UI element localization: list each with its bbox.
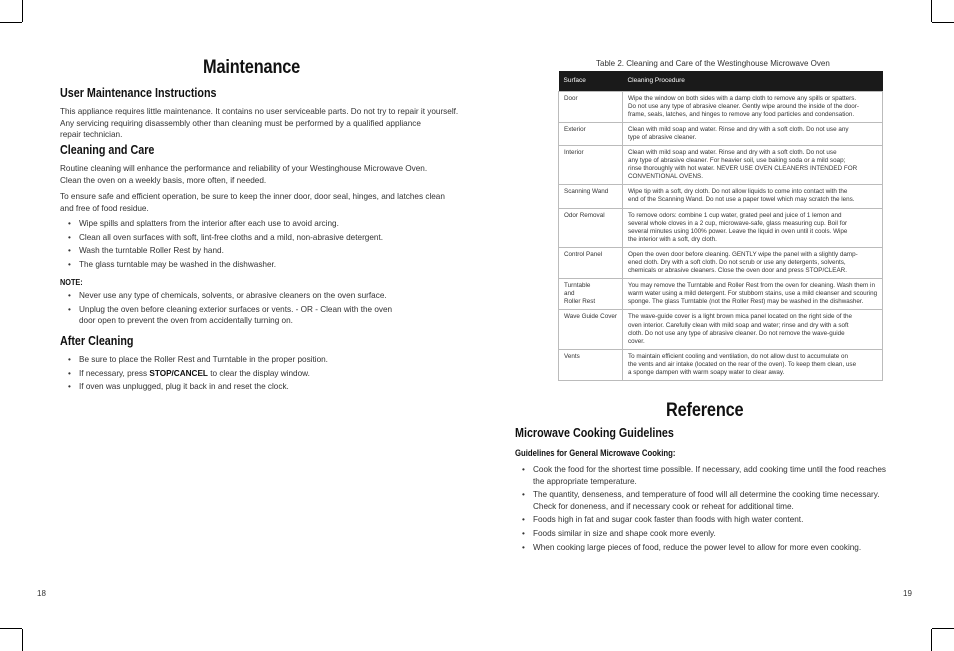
table-row: [559, 91, 883, 122]
text-line: • Clean all oven surfaces with soft, lint-free cloths and a mild, non-abrasive detergent.: [79, 232, 384, 242]
table-caption: Table 2. Cleaning and Care of the Westinghouse Microwave Oven: [596, 59, 830, 68]
surface-label: Door: [564, 94, 578, 102]
procedure-line: ened cloth. Dry with a soft cloth. Do not scrub or use any detergents, solvents,: [627, 259, 846, 266]
procedure-line: several whole cloves in a 2 cup, microwave-safe, glass measuring cup. Boil for: [627, 219, 848, 227]
procedure-cell: [622, 279, 882, 310]
page-number-left: 18: [37, 589, 46, 598]
surface-label: Interior: [564, 148, 584, 156]
page-number-right: 19: [903, 589, 912, 598]
procedure-cell: [622, 310, 882, 349]
crop-mark: [931, 629, 932, 651]
key-label-stop-cancel: STOP/CANCEL: [149, 368, 208, 378]
text-line: Clean the oven on a weekly basis, more often, if needed.: [60, 175, 267, 185]
section-heading-after-cleaning: After Cleaning: [60, 334, 134, 348]
procedure-line: rinse thoroughly with hot water. NEVER USE OVEN CLEANERS INTENDED FOR: [627, 165, 858, 173]
procedure-cell: [622, 145, 882, 184]
crop-mark: [0, 628, 22, 629]
procedure-line: chemicals or abrasive cleaners. Close the oven door and press STOP/CLEAR.: [627, 267, 847, 275]
procedure-line: cloth. Do not use any type of abrasive cleaner. Do not remove the wave-guide: [627, 329, 845, 337]
surface-label: Odor Removal: [564, 211, 605, 219]
procedure-line: Open the oven door before cleaning. GENTLY wipe the panel with a slightly damp-: [627, 250, 858, 258]
table-row: [559, 349, 883, 380]
procedure-line: Clean with mild soap and water. Rinse and dry with a soft cloth. Do not use: [627, 148, 837, 156]
table-row: [559, 279, 883, 310]
procedure-line: warm water using a mild detergent. For stubborn stains, use a mild cleanser and scouring: [627, 290, 878, 298]
list-item: [514, 514, 886, 526]
procedure-line: You may remove the Turntable and Roller Rest from the oven for cleaning. Wash them in: [627, 282, 875, 290]
text-line: the appropriate temperature.: [533, 476, 637, 486]
after-cleaning-bullet-list: [60, 354, 328, 395]
subheading-general-cooking: Guidelines for General Microwave Cooking:: [515, 448, 676, 458]
guidelines-bullet-list: [514, 464, 886, 555]
list-item: [60, 232, 383, 244]
table-header-row: [559, 71, 883, 91]
procedure-line: Clean with mild soap and water. Rinse and dry with a soft cloth. Do not use any: [627, 125, 849, 133]
text-line: • Unplug the oven before cleaning exterior surfaces or vents. - OR - Clean with the oven: [79, 304, 393, 314]
procedure-line: CONVENTIONAL OVENS.: [627, 173, 703, 181]
column-header-surface: Surface: [559, 71, 623, 91]
table-row: [559, 122, 883, 145]
text-line: • The quantity, denseness, and temperature of food will all determine the cooking time necessary.: [533, 490, 880, 500]
procedure-cell: [622, 247, 882, 278]
procedure-cell: [622, 122, 882, 145]
crop-mark: [932, 628, 954, 629]
procedure-line: the vents and air intake (located on the rear of the oven). To keep them clean, use: [627, 360, 857, 368]
crop-mark: [0, 22, 22, 23]
procedure-line: a sponge dampen with warm soapy water to clear away.: [627, 369, 785, 377]
table-row: [559, 247, 883, 278]
crop-mark: [931, 0, 932, 22]
text-line: Any servicing requiring disassembly other than cleaning must be performed by a qualified appliance: [60, 118, 421, 128]
crop-mark: [22, 0, 23, 22]
text-line: repair technician.: [60, 130, 123, 139]
text-line: • Never use any type of chemicals, solvents, or abrasive cleaners on the oven surface.: [79, 291, 387, 300]
user-maintenance-text: [60, 106, 458, 141]
list-item: [60, 245, 383, 257]
surface-label: Exterior: [564, 125, 586, 133]
procedure-line: sponge. The glass Turntable (not the Roller Rest) may be washed in the dishwasher.: [627, 298, 864, 306]
text-line: • If oven was unplugged, plug it back in and reset the clock.: [79, 382, 289, 392]
procedure-line: type of abrasive cleaner.: [627, 133, 697, 141]
table-row: [559, 185, 883, 208]
surface-cell: [559, 122, 623, 145]
page-title-reference: Reference: [666, 400, 744, 421]
procedure-line: Wipe tip with a soft, dry cloth. Do not allow liquids to come into contact with the: [627, 188, 848, 196]
text-line: • Foods high in fat and sugar cook faster than foods with high water content.: [533, 515, 804, 525]
surface-cell: [559, 310, 623, 349]
surface-label: Roller Rest: [564, 298, 596, 306]
cleaning-ensure-text: [60, 191, 445, 214]
surface-label: Control Panel: [564, 250, 603, 258]
list-item: [60, 218, 383, 230]
text-line: [79, 368, 328, 380]
procedure-line: any type of abrasive cleaner. For heavier soil, use baking soda or a mild soap;: [627, 157, 846, 165]
surface-label: Turntable: [564, 282, 591, 290]
procedure-line: frame, seals, latches, and hinges to remove any food particles and condensation.: [627, 110, 855, 118]
list-item: [514, 542, 886, 554]
list-item: [60, 354, 328, 366]
text-line: • Cook the food for the shortest time possible. If necessary, add cooking time until the food reaches: [533, 465, 887, 474]
list-item: [514, 528, 886, 540]
procedure-line: cover.: [627, 337, 645, 345]
page-title-maintenance: Maintenance: [203, 57, 301, 78]
text-line: • Wash the turntable Roller Rest by hand.: [79, 246, 224, 256]
cleaning-bullet-list: [60, 218, 383, 273]
surface-cell: [559, 145, 623, 184]
surface-cell: [559, 208, 623, 247]
procedure-cell: [622, 349, 882, 380]
text-fragment: If necessary, press: [79, 368, 150, 378]
procedure-cell: [622, 208, 882, 247]
text-fragment: to clear the display window.: [207, 368, 310, 378]
table-row: [559, 208, 883, 247]
text-line: • When cooking large pieces of food, reduce the power level to allow for more even cooking.: [533, 542, 862, 552]
procedure-line: The wave-guide cover is a light brown mica panel located on the right side of the: [627, 313, 852, 321]
text-line: This appliance requires little maintenance. It contains no user serviceable parts. Do not try to repair it yourself.: [60, 107, 459, 116]
column-header-procedure: Cleaning Procedure: [622, 71, 882, 91]
list-item: [60, 368, 328, 380]
surface-cell: [559, 91, 623, 122]
text-line: Routine cleaning will enhance the performance and reliability of your Westinghouse Microwave Oven.: [60, 164, 428, 173]
procedure-line: Wipe the window on both sides with a damp cloth to remove any spills or spatters.: [627, 94, 857, 102]
surface-cell: [559, 185, 623, 208]
procedure-line: To maintain efficient cooling and ventilation, do not allow dust to accumulate on: [627, 352, 849, 360]
procedure-line: Do not use any type of abrasive cleaner. Gently wipe around the inside of the door-: [627, 102, 859, 110]
procedure-cell: [622, 91, 882, 122]
list-item: [514, 489, 886, 512]
surface-label: Wave Guide Cover: [564, 313, 617, 321]
text-line: • Foods similar in size and shape cook more evenly.: [533, 529, 716, 539]
text-line: • Wipe spills and splatters from the interior after each use to avoid arcing.: [79, 219, 339, 228]
procedure-line: the interior with a soft, dry cloth.: [627, 235, 717, 243]
list-item: [60, 290, 392, 302]
cleaning-intro-text: [60, 163, 427, 186]
surface-label: Vents: [564, 352, 580, 360]
section-heading-cleaning-care: Cleaning and Care: [60, 143, 155, 157]
surface-label: and: [564, 290, 575, 298]
text-line: • The glass turntable may be washed in the dishwasher.: [79, 260, 277, 270]
surface-cell: [559, 349, 623, 380]
note-label: NOTE:: [60, 277, 83, 287]
list-item: [60, 259, 383, 271]
text-line: door open to prevent the oven from accidentally turning on.: [79, 316, 293, 326]
section-heading-cooking-guidelines: Microwave Cooking Guidelines: [515, 426, 674, 440]
surface-label: Scanning Wand: [564, 188, 609, 196]
procedure-line: end of the Scanning Wand. Do not use a paper towel which may scratch the lens.: [627, 196, 855, 204]
procedure-line: several minutes using 100% power. Leave the liquid in oven until it cools. Wipe: [627, 227, 848, 235]
crop-mark: [22, 629, 23, 651]
procedure-cell: [622, 185, 882, 208]
list-item: [60, 304, 392, 327]
list-item: [514, 464, 886, 487]
text-line: To ensure safe and efficient operation, be sure to keep the inner door, door seal, hinges, and latches clean: [60, 192, 445, 201]
procedure-line: To remove odors: combine 1 cup water, grated peel and juice of 1 lemon and: [627, 211, 842, 219]
text-line: and free of food residue.: [60, 203, 149, 213]
text-line: Check for doneness, and if necessary cook or reheat for additional time.: [533, 501, 794, 511]
cleaning-care-table: [558, 71, 883, 381]
table-row: [559, 310, 883, 349]
section-heading-user-maintenance: User Maintenance Instructions: [60, 86, 217, 100]
surface-cell: [559, 279, 623, 310]
procedure-line: oven interior. Carefully clean with mild soap and water; rinse and dry with a soft: [627, 321, 849, 329]
table-row: [559, 145, 883, 184]
crop-mark: [932, 22, 954, 23]
text-line: • Be sure to place the Roller Rest and Turntable in the proper position.: [79, 355, 328, 364]
surface-cell: [559, 247, 623, 278]
note-bullet-list: [60, 290, 392, 329]
list-item: [60, 381, 328, 393]
